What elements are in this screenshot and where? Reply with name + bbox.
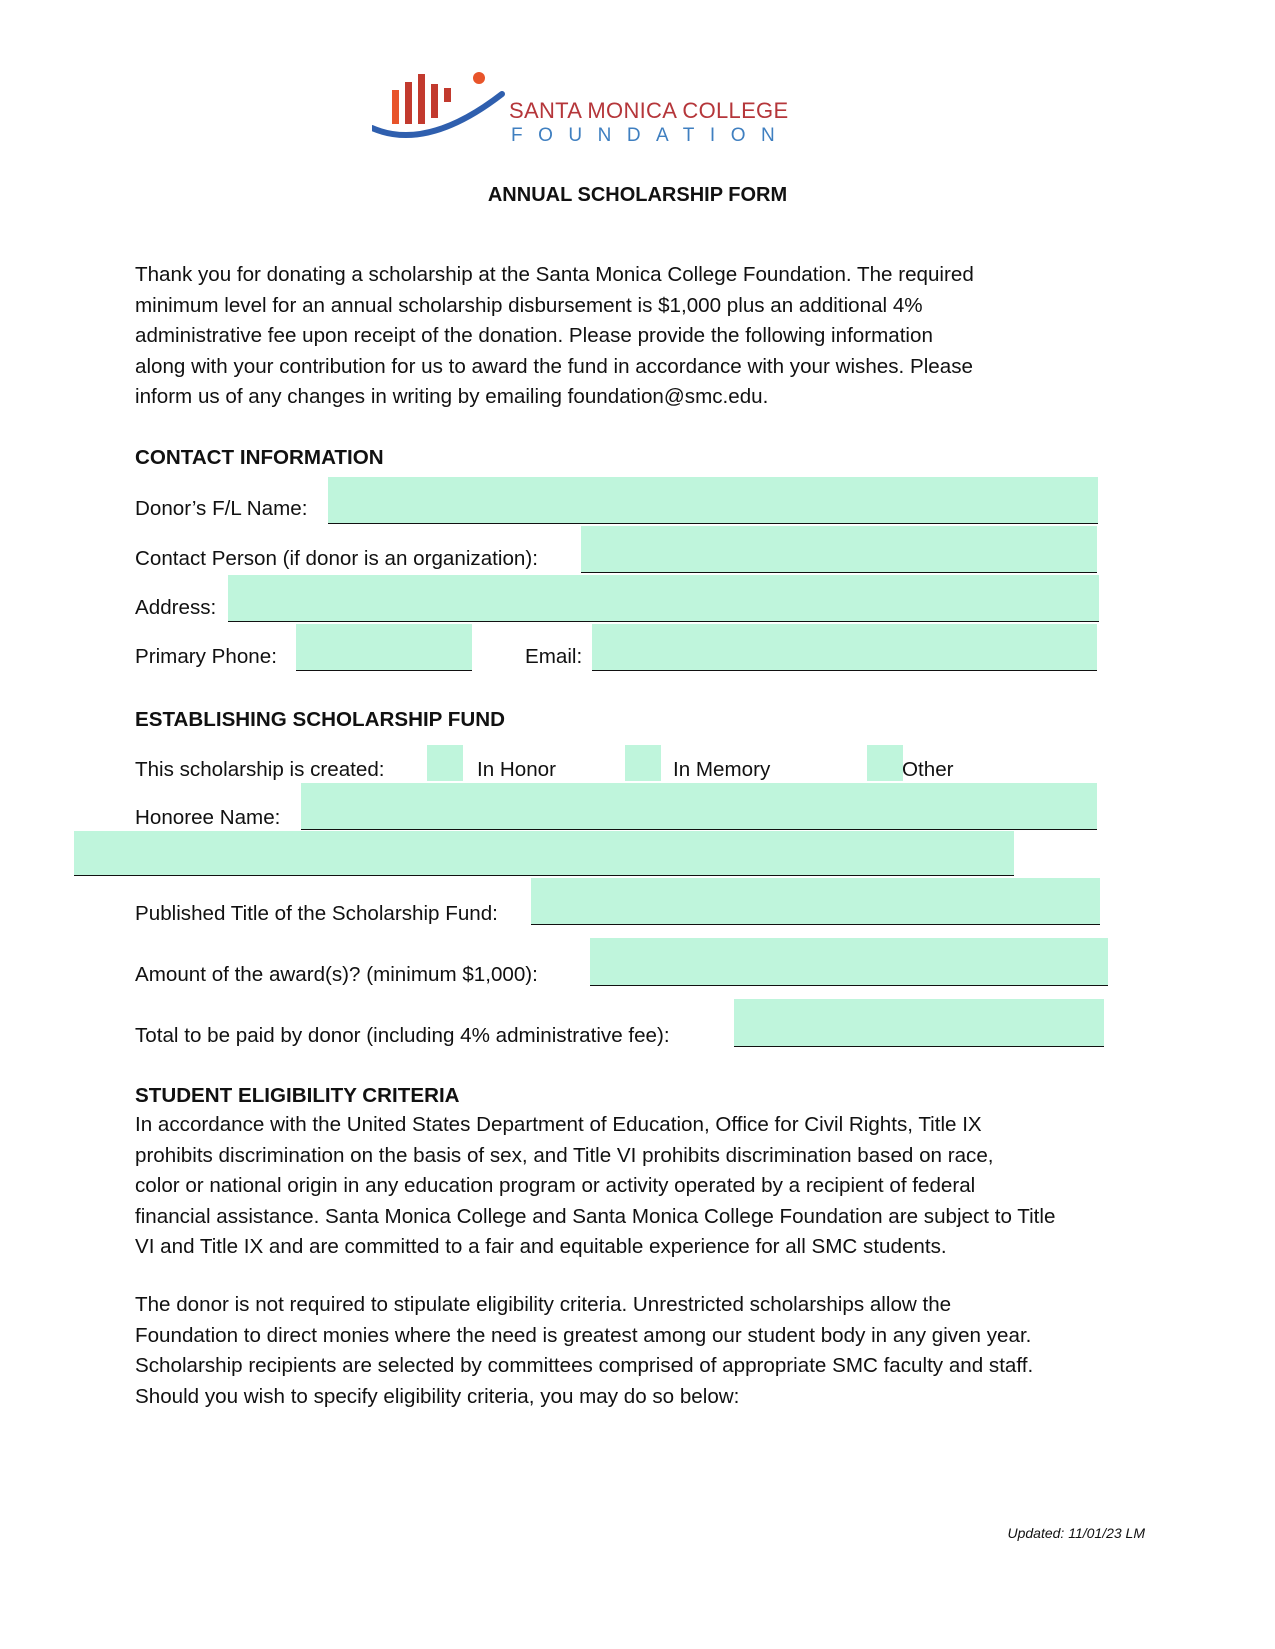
honoree-name-label: Honoree Name:	[135, 806, 281, 829]
other-checkbox[interactable]	[867, 745, 903, 781]
eligibility-paragraph-1: In accordance with the United States Department of Education, Office for Civil Rights, Title IX prohibits discrimination on the basis of sex, and Title VI prohibits discrimination based on race, color or national origin in any education program or activity operated by a recipient of federal financial assistance. Santa Monica College and Santa Monica College Foundation are subject to Title VI and Title IX and are committed to a fair and equitable experience for all SMC students.	[135, 1113, 1056, 1258]
address-field[interactable]	[228, 575, 1099, 622]
contact-person-field[interactable]	[581, 526, 1097, 573]
eligibility-heading: STUDENT ELIGIBILITY CRITERIA	[135, 1084, 460, 1107]
published-title-field[interactable]	[531, 878, 1100, 925]
fund-heading: ESTABLISHING SCHOLARSHIP FUND	[135, 708, 505, 731]
honoree-name-field[interactable]	[301, 783, 1097, 830]
form-title: ANNUAL SCHOLARSHIP FORM	[487, 184, 788, 206]
in-honor-checkbox[interactable]	[427, 745, 463, 781]
created-label: This scholarship is created:	[135, 758, 385, 781]
logo-text-foundation: FOUNDATION	[511, 125, 791, 146]
contact-person-label: Contact Person (if donor is an organization):	[135, 547, 538, 570]
eligibility-paragraph-2: The donor is not required to stipulate eligibility criteria. Unrestricted scholarships allow the Foundation to direct monies where the need is greatest among our student body in any given year. Scholarship recipients are selected by committees comprised of appropriate SMC faculty and staff. Should you wish to specify eligibility criteria, you may do so below:	[135, 1293, 1034, 1408]
in-honor-label: In Honor	[477, 758, 556, 781]
donor-name-field[interactable]	[328, 477, 1098, 524]
award-amount-field[interactable]	[590, 938, 1108, 986]
published-title-label: Published Title of the Scholarship Fund:	[135, 902, 498, 925]
phone-label: Primary Phone:	[135, 645, 277, 668]
total-paid-field[interactable]	[734, 999, 1104, 1047]
contact-heading: CONTACT INFORMATION	[135, 446, 384, 469]
logo-text-college: SANTA MONICA COLLEGE	[509, 98, 789, 123]
email-field[interactable]	[592, 624, 1097, 671]
logo-mark-icon	[372, 70, 512, 150]
foundation-logo	[372, 70, 812, 150]
email-label: Email:	[525, 645, 583, 668]
award-amount-label: Amount of the award(s)? (minimum $1,000):	[135, 963, 538, 986]
other-label: Other	[902, 758, 954, 781]
updated-note: Updated: 11/01/23 LM	[1007, 1525, 1145, 1541]
total-paid-label: Total to be paid by donor (including 4% administrative fee):	[135, 1024, 670, 1047]
address-label: Address:	[135, 596, 217, 619]
phone-field[interactable]	[296, 624, 472, 671]
intro-paragraph: Thank you for donating a scholarship at the Santa Monica College Foundation. The required minimum level for an annual scholarship disbursement is $1,000 plus an additional 4% administrative fee upon receipt of the donation. Please provide the following information along with your contribution for us to award the fund in accordance with your wishes. Please inform us of any changes in writing by emailing foundation@smc.edu.	[135, 263, 974, 408]
honoree-name-field-line-2[interactable]	[74, 831, 1014, 876]
donor-name-label: Donor’s F/L Name:	[135, 497, 308, 520]
in-memory-checkbox[interactable]	[625, 745, 661, 781]
in-memory-label: In Memory	[673, 758, 771, 781]
